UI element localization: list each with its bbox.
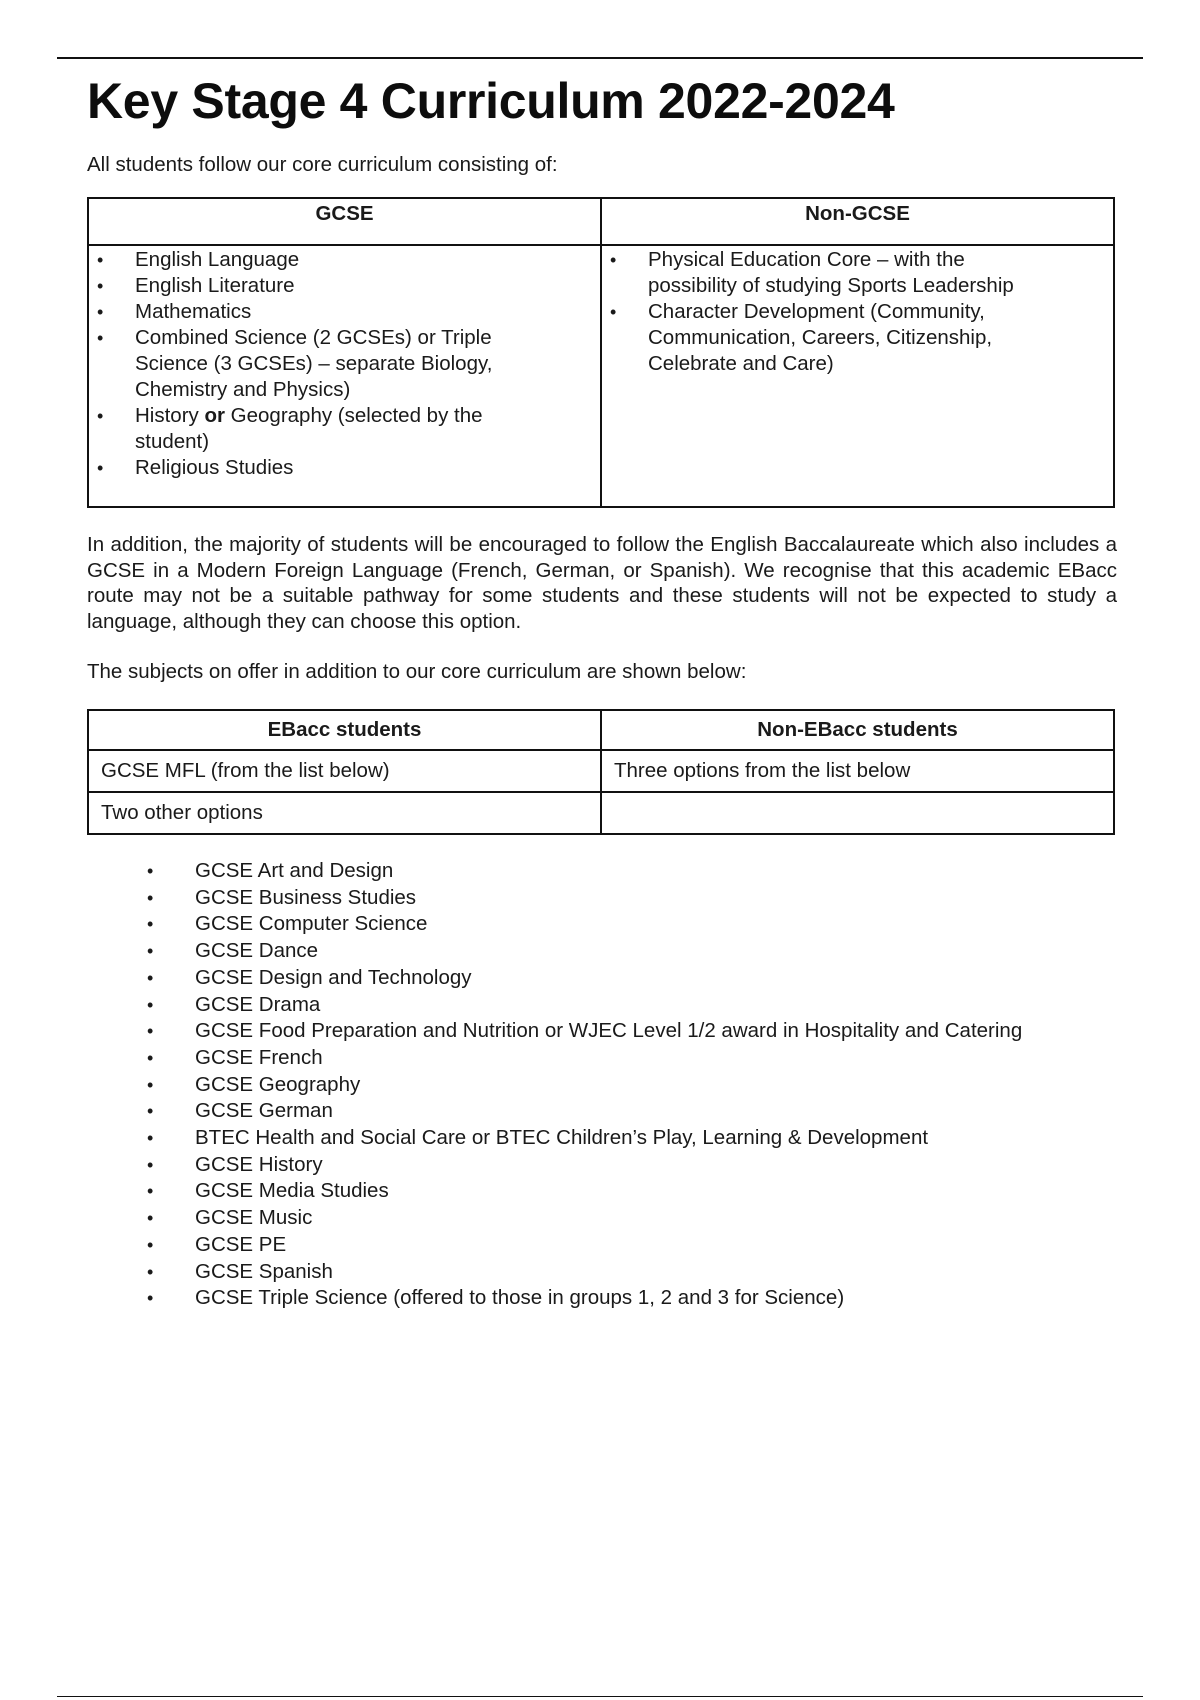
core-table-body-row bbox=[88, 245, 1114, 507]
table-row bbox=[88, 792, 1114, 834]
page-title: Key Stage 4 Curriculum 2022-2024 bbox=[87, 73, 895, 129]
options-header-ebacc: EBacc students bbox=[88, 710, 601, 750]
or-emphasis: or bbox=[204, 404, 225, 427]
gcse-cell bbox=[88, 245, 601, 507]
list-item: • GCSE PE bbox=[147, 1232, 1117, 1259]
table-cell: Three options from the list below bbox=[601, 750, 1114, 792]
list-item: • GCSE French bbox=[147, 1045, 1117, 1072]
non-gcse-list bbox=[602, 246, 1113, 377]
list-item: • GCSE Spanish bbox=[147, 1259, 1117, 1286]
list-item: • GCSE History bbox=[147, 1152, 1117, 1179]
bottom-rule bbox=[57, 1696, 1143, 1697]
list-item: • GCSE Food Preparation and Nutrition or WJEC Level 1/2 award in Hospitality and Catering bbox=[147, 1018, 1117, 1045]
table-row bbox=[88, 750, 1114, 792]
subjects-list bbox=[147, 858, 1117, 1312]
list-item: • GCSE Art and Design bbox=[147, 858, 1117, 885]
options-header-non-ebacc: Non-EBacc students bbox=[601, 710, 1114, 750]
options-header-row bbox=[88, 710, 1114, 750]
core-header-gcse: GCSE bbox=[88, 198, 601, 245]
list-item: • English Literature bbox=[89, 273, 600, 299]
list-item: • GCSE Geography bbox=[147, 1072, 1117, 1099]
core-curriculum-table bbox=[87, 197, 1115, 508]
table-cell: GCSE MFL (from the list below) bbox=[88, 750, 601, 792]
geography-text: Geography (selected by the student) bbox=[135, 404, 483, 453]
list-item: • GCSE Computer Science bbox=[147, 911, 1117, 938]
table-cell bbox=[601, 792, 1114, 834]
non-gcse-cell bbox=[601, 245, 1114, 507]
list-item: • Mathematics bbox=[89, 299, 600, 325]
core-header-non-gcse: Non-GCSE bbox=[601, 198, 1114, 245]
list-item: • GCSE Triple Science (offered to those in groups 1, 2 and 3 for Science) bbox=[147, 1285, 1117, 1312]
top-rule bbox=[57, 57, 1143, 59]
list-item bbox=[89, 403, 600, 455]
intro-text: All students follow our core curriculum consisting of: bbox=[87, 153, 558, 176]
list-item: • Character Development (Community, Communication, Careers, Citizenship, Celebrate and Care) bbox=[602, 299, 1113, 377]
list-item: • Combined Science (2 GCSEs) or Triple Science (3 GCSEs) – separate Biology, Chemistry and Physics) bbox=[89, 325, 600, 403]
core-table-header-row bbox=[88, 198, 1114, 245]
list-item: • GCSE Dance bbox=[147, 938, 1117, 965]
options-table bbox=[87, 709, 1115, 835]
document-page bbox=[87, 68, 1117, 1312]
gcse-list bbox=[89, 246, 600, 481]
list-item: • GCSE German bbox=[147, 1098, 1117, 1125]
table-cell: Two other options bbox=[88, 792, 601, 834]
list-item: • Physical Education Core – with the possibility of studying Sports Leadership bbox=[602, 247, 1113, 299]
list-item: • GCSE Drama bbox=[147, 992, 1117, 1019]
ebacc-paragraph: In addition, the majority of students will be encouraged to follow the English Baccalaureate which also includes a GCSE in a Modern Foreign Language (French, German, or Spanish). We recognise that this academic EBacc route may not be a suitable pathway for some students and these students will not be expected to study a language, although they can choose this option. bbox=[87, 533, 1117, 633]
subjects-intro: The subjects on offer in addition to our core curriculum are shown below: bbox=[87, 660, 747, 683]
history-text: History bbox=[135, 404, 205, 427]
list-item: • GCSE Music bbox=[147, 1205, 1117, 1232]
list-item: • BTEC Health and Social Care or BTEC Children’s Play, Learning & Development bbox=[147, 1125, 1117, 1152]
list-item: • GCSE Design and Technology bbox=[147, 965, 1117, 992]
list-item: • GCSE Business Studies bbox=[147, 885, 1117, 912]
list-item: • English Language bbox=[89, 247, 600, 273]
list-item: • GCSE Media Studies bbox=[147, 1178, 1117, 1205]
list-item: • Religious Studies bbox=[89, 455, 600, 481]
